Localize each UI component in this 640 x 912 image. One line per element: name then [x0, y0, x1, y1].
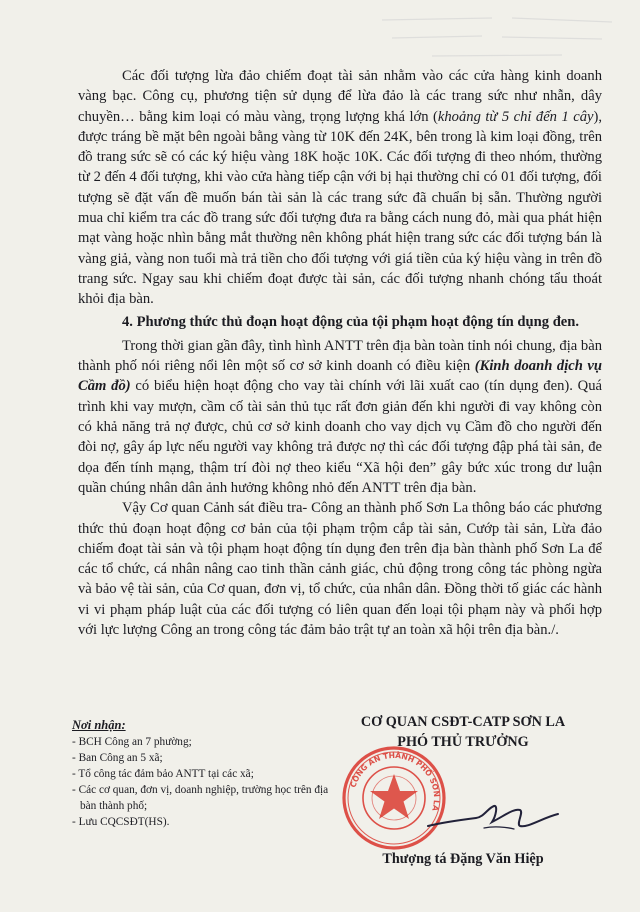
recipient-item: - Tổ công tác đảm bảo ANTT tại các xã; [72, 768, 254, 780]
recipient-item: - Lưu CQCSĐT(HS). [72, 816, 170, 828]
svg-text:CÔNG AN THÀNH PHỐ SƠN LA: CÔNG AN THÀNH PHỐ SƠN LA [348, 750, 442, 812]
signer-role: PHÓ THỦ TRƯỞNG [397, 734, 529, 750]
body-text [78, 66, 602, 640]
signer-name: Thượng tá Đặng Văn Hiệp [382, 851, 544, 867]
recipient-item: - BCH Công an 7 phường; [72, 736, 192, 748]
recipient-item: - Các cơ quan, đơn vị, doanh nghiệp, trường học trên địa bàn thành phố; [72, 784, 329, 812]
recipients-block [72, 717, 334, 830]
recipients-list [72, 734, 334, 830]
paragraph-credit: Trong thời gian gần đây, tình hình ANTT trên địa bàn toàn tỉnh nói chung, địa bàn thành phố nói riêng nổi lên một số cơ sở kinh doanh có điều kiện (Kinh doanh dịch vụ Cầm đồ) có biểu hiện hoạt động cho vay tài chính với lãi xuất cao (tín dụng đen). Quá trình khi vay mượn, cầm cố tài sản thủ tục rất đơn giản đến khi người đi vay không còn có khả năng trả nợ được, chủ cơ sở kinh doanh cho vay dịch vụ Cầm đồ cho người đến đòi nợ, gây áp lực nếu người vay không trả được nợ thì các đối tượng đập phá tài sản, đe dọa đến tính mạng, thậm trí đòi nợ theo kiểu “Xã hội đen” gây bức xúc trong dư luận quần chúng nhân dân ảnh hưởng không nhỏ đến ANTT trên địa bàn. [78, 337, 602, 496]
weight-range-italic: khoảng từ 5 chỉ đến 1 cây [437, 108, 594, 125]
recipients-label: Nơi nhận: [72, 718, 126, 732]
handwritten-signature-icon [424, 796, 564, 836]
issuing-agency: CƠ QUAN CSĐT-CATP SƠN LA [360, 714, 566, 730]
paragraph-fraud-gold: Các đối tượng lừa đảo chiếm đoạt tài sản nhằm vào các cửa hàng kinh doanh vàng bạc. Công cụ, phương tiện sử dụng để lừa đảo là các trang sức như nhẫn, dây chuyền… bằng kim loại có màu vàng, trọng lượng khá lớn (khoảng từ 5 chỉ đến 1 cây), được tráng bề mặt bên ngoài bằng vàng từ 10K đến 24K, bên trong là kim loại đồng, trên đồ trang sức sẽ có các ký hiệu vàng 18K hoặc 10K. Các đối tượng đi theo nhóm, thường từ 2 đến 4 đối tượng, khi vào cửa hàng tiếp cận với bị hại thường chỉ có 01 đối tượng, đối tượng sẽ đặt vấn đề muốn bán tài sản là các trang sức đã chuẩn bị sẵn. Thường người mua chỉ kiểm tra các đồ trang sức đối tượng đưa ra bằng cách nung đỏ, mài qua phát hiện mạt vàng hoặc nhìn bằng mắt thường nên không phát hiện trang sức các đối tượng bán là vàng giả, vàng non tuổi mà trả tiền cho đối tượng với giá tiền của ký hiệu vàng in trên đồ trang sức. Ngay sau khi chiếm đoạt được tài sản, các đối tượng nhanh chóng tẩu thoát khỏi địa bàn. [78, 68, 602, 308]
bleed-through-text [372, 8, 632, 68]
pawn-service-bold-italic: (Kinh doanh dịch vụ Cầm đồ) [78, 358, 602, 395]
section-heading-4: 4. Phương thức thủ đoạn hoạt động của tội phạm hoạt động tín dụng đen. [122, 313, 580, 330]
paragraph-conclusion: Vậy Cơ quan Cảnh sát điều tra- Công an thành phố Sơn La thông báo các phương thức thủ đoạn hoạt động cơ bản của tội phạm trộm cắp tài sản, Cướp tài sản, Lừa đảo chiếm đoạt tài sản và tội phạm hoạt động tín dụng đen trên địa bàn thành phố Sơn La để các tổ chức, cá nhân nâng cao tinh thần cảnh giác, chủ động trong công tác phòng ngừa và bảo vệ tài sản, của Cơ quan, đơn vị, tổ chức, của nhân dân. Đồng thời tố giác các hành vi vi phạm pháp luật của các đối tượng có liên quan đến loại tội phạm này và phối hợp với lực lượng Công an trong công tác đảm bảo trật tự an toàn xã hội trên địa bàn./. [78, 500, 602, 639]
recipient-item: - Ban Công an 5 xã; [72, 752, 163, 764]
